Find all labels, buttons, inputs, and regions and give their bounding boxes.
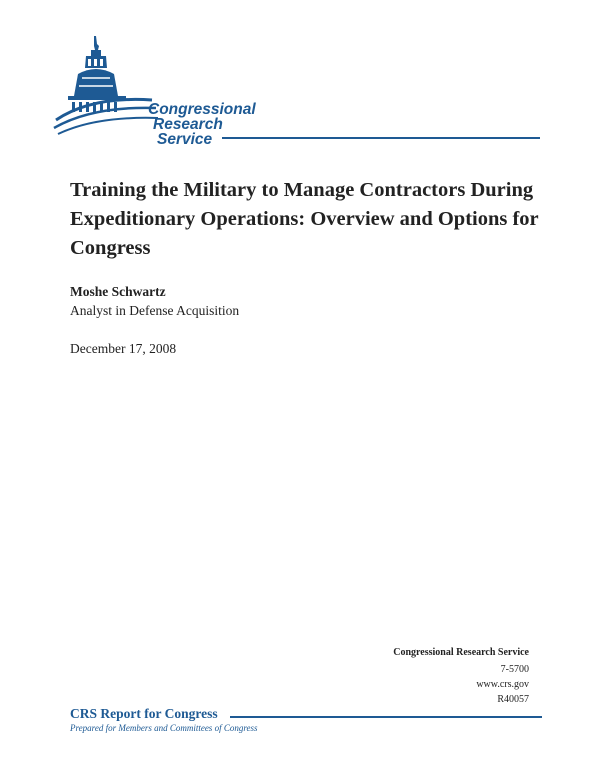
author-title: Analyst in Defense Acquisition — [70, 303, 240, 318]
logo-rule — [222, 137, 540, 139]
author-name: Moshe Schwartz — [70, 284, 166, 299]
capitol-dome-icon — [52, 34, 162, 144]
footer-subtitle: Prepared for Members and Committees of Congress — [70, 723, 258, 733]
report-title: Training the Military to Manage Contractors During Expeditionary Operations: Overview and Options for Congress — [70, 179, 539, 259]
logo-line-service: Service — [157, 131, 213, 148]
crs-logo — [52, 34, 542, 148]
footer-title: CRS Report for Congress — [70, 706, 218, 721]
logo-wordmark — [148, 102, 256, 147]
crs-organization: Congressional Research Service — [393, 647, 529, 658]
crs-info-block — [393, 645, 529, 707]
crs-report-number: R40057 — [497, 694, 529, 705]
logo-line-research: Research — [153, 116, 223, 133]
crs-code: 7-5700 — [500, 664, 529, 675]
crs-website[interactable]: www.crs.gov — [476, 679, 529, 690]
logo-line-congressional: Congressional — [148, 101, 256, 118]
report-date: December 17, 2008 — [70, 341, 177, 356]
footer-rule — [230, 716, 542, 718]
